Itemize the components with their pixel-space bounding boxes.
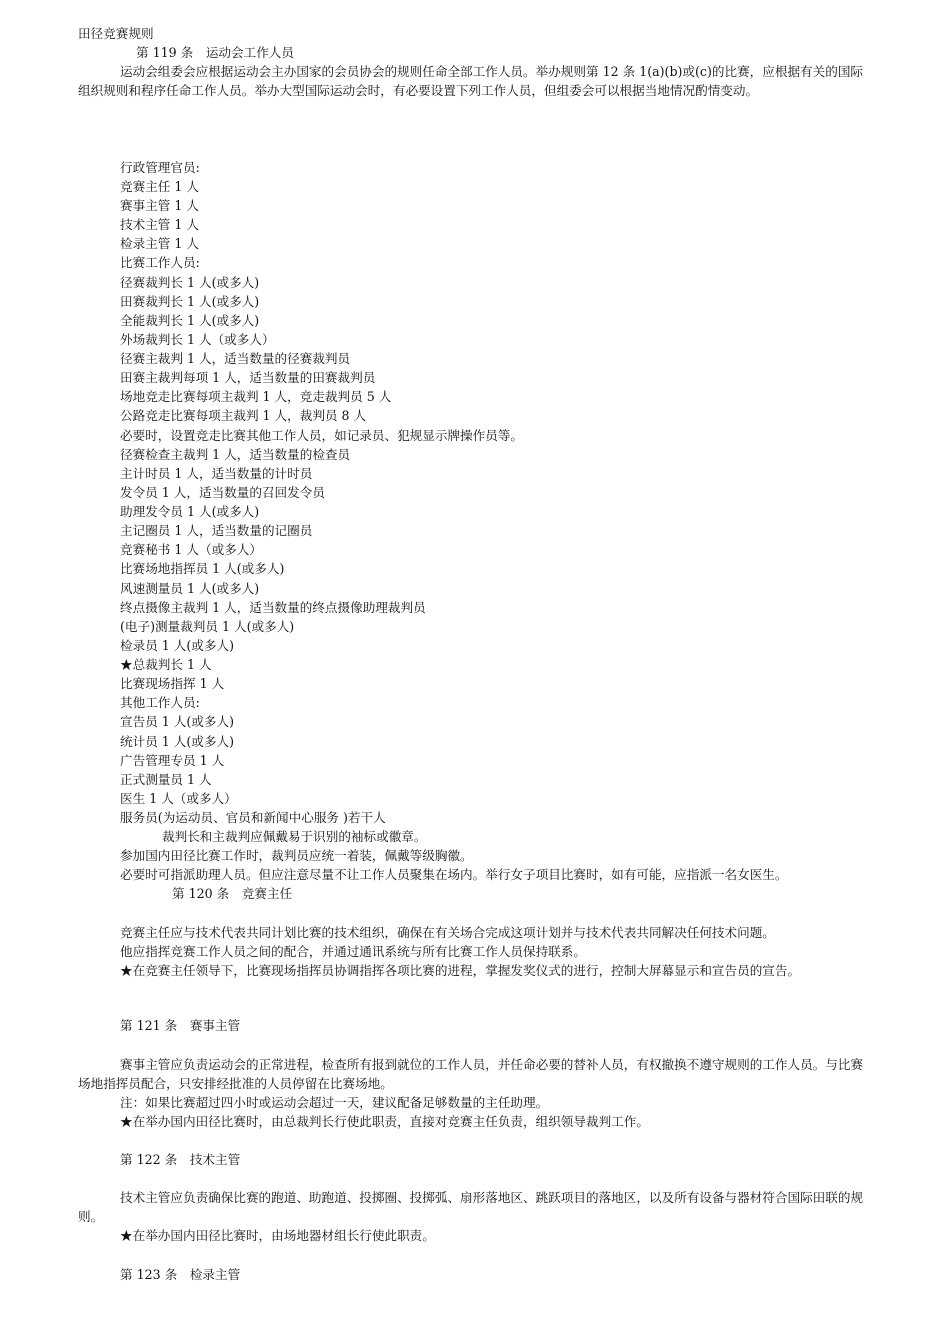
list-item: 径赛检查主裁判 1 人，适当数量的检查员 (120, 447, 351, 462)
list-item: 正式测量员 1 人 (120, 772, 212, 787)
list-item: 行政管理官员: (120, 160, 200, 175)
list-item: 公路竞走比赛每项主裁判 1 人，裁判员 8 人 (120, 408, 367, 423)
list-item: 比赛场地指挥员 1 人(或多人) (120, 561, 285, 576)
list-item: 全能裁判长 1 人(或多人) (120, 313, 260, 328)
list-item: 竞赛主任 1 人 (120, 179, 199, 194)
article-121-paragraph-1: 赛事主管应负责运动会的正常进程，检查所有报到就位的工作人员，并任命必要的替补人员，有权撤换不遵守规则的工作人员。与比赛场地指挥员配合，只安排经批准的人员停留在比赛场地。 (78, 1057, 864, 1092)
list-item: 必要时，设置竞走比赛其他工作人员，如记录员、犯规显示牌操作员等。 (120, 428, 523, 443)
list-item: 主记圈员 1 人，适当数量的记圈员 (120, 523, 313, 538)
article-122-heading: 第 122 条 技术主管 (120, 1152, 241, 1167)
article-121-note: 注：如果比赛超过四小时或运动会超过一天，建议配备足够数量的主任助理。 (120, 1095, 549, 1110)
list-item: 外场裁判长 1 人（或多人） (120, 332, 275, 347)
article-120-paragraph-2: 他应指挥竞赛工作人员之间的配合，并通过通讯系统与所有比赛工作人员保持联系。 (120, 944, 586, 959)
list-item: 检录主管 1 人 (120, 236, 199, 251)
list-item: 其他工作人员: (120, 695, 200, 710)
list-item: 终点摄像主裁判 1 人，适当数量的终点摄像助理裁判员 (120, 600, 426, 615)
list-item: 竞赛秘书 1 人（或多人） (120, 542, 262, 557)
list-item: 医生 1 人（或多人） (120, 791, 237, 806)
article-120-paragraph-1: 竞赛主任应与技术代表共同计划比赛的技术组织，确保在有关场合完成这项计划并与技术代表共同解决任何技术问题。 (120, 925, 775, 940)
list-item: 统计员 1 人(或多人) (120, 734, 235, 749)
list-item: 检录员 1 人(或多人) (120, 638, 235, 653)
list-item: 径赛裁判长 1 人(或多人) (120, 275, 260, 290)
list-item: 主计时员 1 人，适当数量的计时员 (120, 466, 313, 481)
article-121-heading: 第 121 条 赛事主管 (120, 1018, 241, 1033)
list-item: 宣告员 1 人(或多人) (120, 714, 235, 729)
list-item: 场地竞走比赛每项主裁判 1 人，竞走裁判员 5 人 (120, 389, 392, 404)
list-item: 比赛现场指挥 1 人 (120, 676, 225, 691)
list-item: 技术主管 1 人 (120, 217, 199, 232)
list-item: 田赛裁判长 1 人(或多人) (120, 294, 260, 309)
uniform-note: 参加国内田径比赛工作时，裁判员应统一着装，佩戴等级胸徽。 (120, 848, 473, 863)
article-119-heading: 第 119 条 运动会工作人员 (136, 45, 294, 60)
article-120-paragraph-3: ★在竞赛主任领导下，比赛现场指挥员协调指挥各项比赛的进程，掌握发奖仪式的进行，控制大屏幕显示和宣告员的宣告。 (120, 963, 801, 978)
list-item: 服务员(为运动员、官员和新闻中心服务 )若干人 (120, 810, 386, 825)
article-119-intro: 运动会组委会应根据运动会主办国家的会员协会的规则任命全部工作人员。举办规则第 12 条 1(a)(b)或(c)的比赛，应根据有关的国际组织规则和程序任命工作人员。举办大型国际运动会时，有必要设置下列工作人员，但组委会可以根据当地情况酌情变动。 (78, 64, 864, 99)
document-title: 田径竞赛规则 (78, 26, 154, 41)
list-item: (电子)测量裁判员 1 人(或多人) (120, 619, 295, 634)
list-item: 广告管理专员 1 人 (120, 753, 225, 768)
list-item: 助理发令员 1 人(或多人) (120, 504, 260, 519)
article-121-paragraph-3: ★在举办国内田径比赛时，由总裁判长行使此职责，直接对竞赛主任负责，组织领导裁判工作。 (120, 1114, 649, 1129)
list-item: 风速测量员 1 人(或多人) (120, 581, 260, 596)
article-122-paragraph-2: ★在举办国内田径比赛时，由场地器材组长行使此职责。 (120, 1228, 435, 1243)
badge-note: 裁判长和主裁判应佩戴易于识别的袖标或徽章。 (162, 829, 427, 844)
list-item: 赛事主管 1 人 (120, 198, 199, 213)
article-123-heading: 第 123 条 检录主管 (120, 1267, 241, 1282)
article-120-heading: 第 120 条 竞赛主任 (172, 886, 293, 901)
list-item: 发令员 1 人，适当数量的召回发令员 (120, 485, 325, 500)
list-item: 径赛主裁判 1 人，适当数量的径赛裁判员 (120, 351, 351, 366)
assistant-note: 必要时可指派助理人员。但应注意尽量不让工作人员聚集在场内。举行女子项目比赛时，如有可能，应指派一名女医生。 (120, 867, 788, 882)
list-item: ★总裁判长 1 人 (120, 657, 212, 672)
article-122-paragraph-1: 技术主管应负责确保比赛的跑道、助跑道、投掷圈、投掷弧、扇形落地区、跳跃项目的落地区，以及所有设备与器材符合国际田联的规则。 (78, 1190, 864, 1225)
list-item: 比赛工作人员: (120, 255, 200, 270)
list-item: 田赛主裁判每项 1 人，适当数量的田赛裁判员 (120, 370, 376, 385)
